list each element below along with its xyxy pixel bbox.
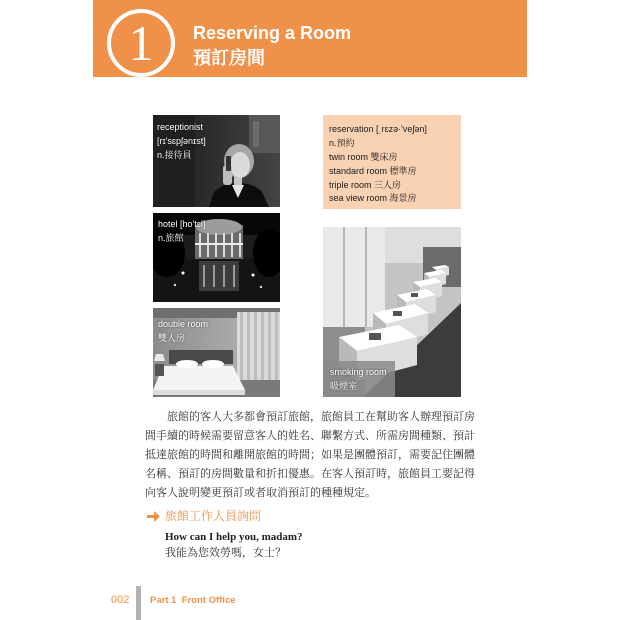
paragraph-line: 向客人說明變更預訂或者取消預訂的種種規定。 [145,487,376,499]
vocab-standard-room: standard room 標準房 [329,166,417,176]
vocab-reservation-meaning: n.預約 [329,138,355,148]
chapter-number-badge: 1 [107,9,175,77]
vocab-hotel-meaning: n.旅館 [158,233,184,243]
vocab-triple-room: triple room 三人房 [329,180,402,190]
vocab-reservation-word: reservation [ˌrɛzə·'veʃən] [329,124,427,134]
vocab-sea-view-room: sea view room 海景房 [329,193,417,203]
page-number: 002 [111,594,130,606]
paragraph-line: 旅館的客人大多都會預訂旅館，旅館員工在幫助客人辦理預訂房 [167,411,475,423]
vocab-double-room-word: double room [158,319,209,329]
paragraph-line: 抵達旅館的時間和離開旅館的時間；如果是團體預訂，需要記住團體 [145,449,475,461]
vocab-smoking-room-meaning: 吸煙室 [330,381,358,391]
intro-paragraph [145,408,477,503]
vocab-hotel-word: hotel [ho'tɛl] [158,219,206,229]
photo-smoking-room [323,227,461,397]
vocab-twin-room: twin room 雙床房 [329,152,398,162]
chapter-title-english: Reserving a Room [193,23,352,43]
dialogue-heading: 旅館工作人員詢問 [165,509,262,523]
photo-double-room [153,308,280,397]
reservation-vocab-box [323,115,461,209]
vocab-receptionist-meaning: n.接待員 [157,150,192,160]
photo-receptionist [153,115,280,207]
photo-hotel [153,213,280,302]
footer-part-title: Part 1 Front Office [150,595,236,606]
vocab-double-room-meaning: 雙人房 [158,333,186,343]
vocab-smoking-room-word: smoking room [330,367,387,377]
vocab-receptionist-word: receptionist [157,122,204,132]
vocab-receptionist-phonetic: [rɪ'sɛpʃənɪst] [157,136,206,146]
paragraph-line: 名稱、預訂的房間數量和折扣優惠。在客人預訂時，旅館員工要記得 [145,468,475,480]
footer-divider-bar [136,586,141,620]
paragraph-line: 間手續的時候需要留意客人的姓名、聯繫方式、所需房間種類、預計 [145,430,475,442]
arrow-right-icon [147,511,160,522]
chapter-title-chinese: 預訂房間 [193,48,265,68]
dialogue-chinese-line: 我能為您效勞嗎，女士？ [165,547,286,559]
dialogue-english-line: How can I help you, madam? [165,531,303,543]
